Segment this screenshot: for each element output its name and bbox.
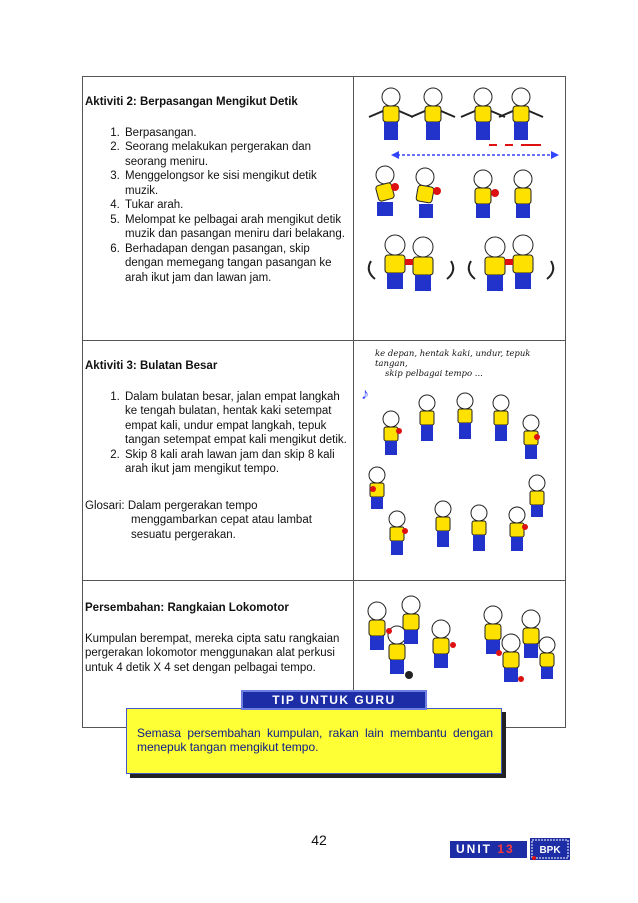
circle-dance-illustration (361, 349, 557, 584)
list-item: 1. Dalam bulatan besar, jalan empat langkah ke tengah bulatan, hentak kaki setempat empat kali, undur empat langkah, tepuk tangan setempat empat kali mengikut detik. (123, 390, 349, 448)
activity-table (82, 76, 566, 728)
activity3-text (85, 359, 349, 542)
unit-number: 13 (497, 842, 515, 856)
teacher-tip-text: Semasa persembahan kumpulan, rakan lain membantu dengan menepuk tangan mengikut tempo. (137, 726, 493, 754)
teacher-tip-box (126, 708, 502, 774)
activity3-row (83, 341, 565, 581)
teacher-tip-label: TIP UNTUK GURU (241, 690, 427, 710)
glossary-line: menggambarkan cepat atau lambat (131, 514, 312, 526)
list-item: 2. Seorang melakukan pergerakan dan seorang meniru. (123, 140, 349, 169)
list-item: 5. Melompat ke pelbagai arah mengikut detik muzik dan pasangan meniru dari belakang. (123, 213, 349, 242)
list-item: 6. Berhadapan dengan pasangan, skip dengan memegang tangan pasangan ke arah ikut jam dan lawan jam. (123, 242, 349, 286)
page-number: 42 (311, 832, 327, 848)
percussion-icon (405, 671, 413, 679)
glossary-line: Glosari: Dalam pergerakan tempo (85, 499, 258, 512)
bpk-logo (530, 838, 570, 860)
list-item: 2. Skip 8 kali arah lawan jam dan skip 8 kali arah ikut jam mengikut tempo. (123, 448, 349, 477)
performance-text (85, 601, 349, 675)
activity2-heading: Aktiviti 2: Berpasangan Mengikut Detik (85, 96, 298, 108)
activity3-heading: Aktiviti 3: Bulatan Besar (85, 360, 218, 372)
activity3-steps (85, 390, 349, 477)
svg-text:BPK: BPK (539, 845, 561, 856)
activity2-steps (85, 126, 349, 286)
glossary (85, 499, 349, 543)
list-item: 4. Tukar arah. (123, 198, 349, 213)
column-divider (353, 341, 354, 580)
children-circle-drawing (361, 379, 557, 579)
image-caption: ke depan, hentak kaki, undur, tepuk tangan, (375, 349, 531, 369)
list-item: 1. Berpasangan. (123, 126, 349, 141)
performance-heading: Persembahan: Rangkaian Lokomotor (85, 602, 289, 614)
list-item: 3. Menggelongsor ke sisi mengikut detik muzik. (123, 169, 349, 198)
performance-description: Kumpulan berempat, mereka cipta satu rangkaian pergerakan lokomotor menggunakan alat perkusi untuk 4 detik X 4 set dengan pelbagai tempo. (85, 632, 340, 674)
image-caption: skip pelbagai tempo ... (385, 369, 483, 379)
column-divider (353, 77, 354, 340)
music-note-icon: ♪ (361, 386, 369, 403)
unit-badge (450, 841, 527, 858)
activity2-row (83, 77, 565, 341)
activity2-text (85, 95, 349, 285)
unit-label: UNIT (456, 842, 492, 856)
pair-dance-illustration (361, 83, 561, 311)
glossary-line: sesuatu pergerakan. (131, 528, 236, 541)
group-performance-illustration (361, 595, 561, 691)
